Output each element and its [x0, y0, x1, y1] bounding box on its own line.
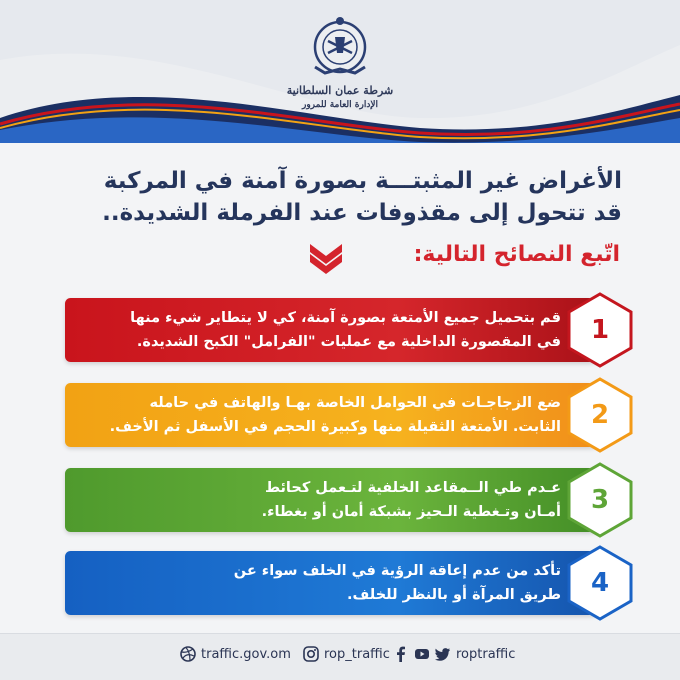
footer-instagram[interactable]: [303, 643, 390, 665]
tip-number: 4: [590, 568, 610, 598]
footer-website[interactable]: [180, 643, 291, 665]
tip-text: [73, 383, 561, 447]
org-name-primary: شرطة عمان السلطانية: [286, 84, 394, 97]
tip-card-4: [65, 545, 635, 621]
tip-text: [73, 551, 561, 615]
tip-card-2: [65, 377, 635, 453]
rop-emblem-icon: [305, 15, 375, 83]
org-name-secondary: الإدارة العامة للمرور: [301, 100, 379, 110]
tip-line: عـدم طي الــمقاعد الخلفية لتـعمل كحائط: [264, 480, 561, 496]
tip-line: ضع الزجاجـات في الحوامل الخاصة بهـا والهاتف في حامله: [149, 395, 561, 411]
tip-line: طريق المرآة أو بالنظر للخلف.: [347, 587, 561, 603]
tip-text: [73, 298, 561, 362]
headline-line-2: قد تتحول إلى مقذوفات عند الفرملة الشديدة..: [102, 200, 622, 226]
tip-number: 3: [590, 485, 610, 515]
dribbble-icon: [180, 646, 196, 662]
facebook-icon: [393, 646, 409, 662]
tip-line: الثابت. الأمتعة الثقيلة منها وكبيرة الحجم في الأسفل ثم الأخف.: [109, 419, 561, 435]
instagram-handle[interactable]: rop_traffic: [324, 646, 390, 662]
tips-subtitle: اتّبع النصائح التالية:: [413, 242, 620, 267]
headline-line-1: الأغراض غير المثبتـــة بصورة آمنة في المركبة: [103, 168, 622, 194]
tip-number: 1: [590, 315, 610, 345]
tip-line: تأكد من عدم إعاقة الرؤية في الخلف سواء عن: [233, 563, 561, 579]
website-link[interactable]: traffic.gov.om: [201, 646, 291, 662]
tip-line: قم بتحميل جميع الأمتعة بصورة آمنة، كي لا يتطاير شيء منها: [130, 310, 561, 326]
youtube-icon: [414, 646, 430, 662]
instagram-icon: [303, 646, 319, 662]
footer-social[interactable]: [393, 643, 515, 665]
twitter-icon: [435, 646, 451, 662]
social-handle[interactable]: roptraffic: [456, 646, 516, 662]
tip-line: أمـان وتـغطية الـحيز بشبكة أمان أو بغطاء.: [261, 504, 561, 520]
tip-card-1: [65, 292, 635, 368]
double-chevron-down-icon: [307, 242, 345, 276]
tip-text: [73, 468, 561, 532]
tip-line: في المقصورة الداخلية مع عمليات "الفرامل" الكبح الشديدة.: [136, 334, 561, 350]
tip-number: 2: [590, 400, 610, 430]
tip-card-3: [65, 462, 635, 538]
